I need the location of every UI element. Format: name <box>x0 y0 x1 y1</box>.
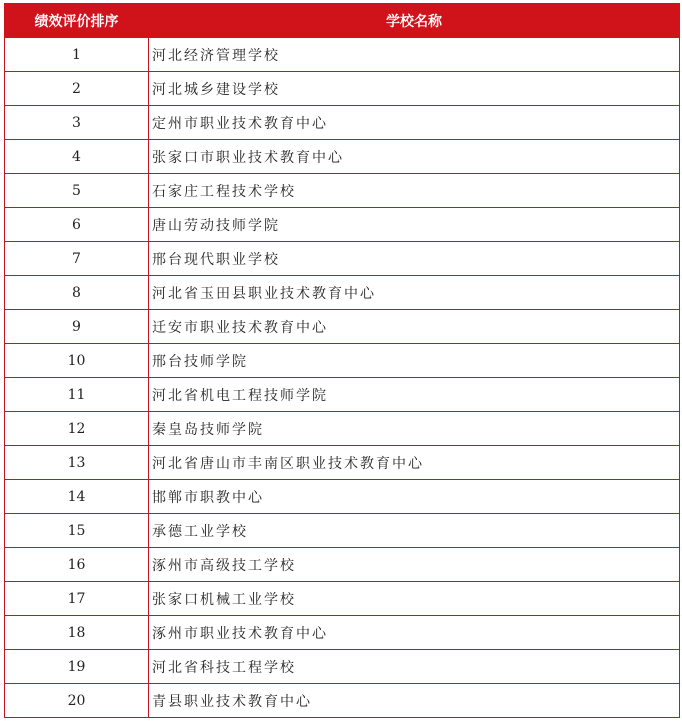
rank-cell: 4 <box>5 140 149 174</box>
table-row <box>5 276 680 310</box>
table-row <box>5 106 680 140</box>
rank-cell: 6 <box>5 208 149 242</box>
rank-cell: 17 <box>5 582 149 616</box>
rank-cell: 19 <box>5 650 149 684</box>
school-name-cell: 定州市职业技术教育中心 <box>149 106 680 140</box>
school-name-cell: 涿州市职业技术教育中心 <box>149 616 680 650</box>
rank-cell: 9 <box>5 310 149 344</box>
header-school-name: 学校名称 <box>149 4 680 38</box>
rank-cell: 5 <box>5 174 149 208</box>
school-name-cell: 河北省机电工程技师学院 <box>149 378 680 412</box>
table-row <box>5 310 680 344</box>
table-body <box>5 38 680 718</box>
table-row <box>5 582 680 616</box>
table-row <box>5 242 680 276</box>
ranking-table <box>4 3 680 718</box>
table-row <box>5 38 680 72</box>
rank-cell: 7 <box>5 242 149 276</box>
table-row <box>5 72 680 106</box>
rank-cell: 16 <box>5 548 149 582</box>
table-row <box>5 344 680 378</box>
rank-cell: 15 <box>5 514 149 548</box>
table-row <box>5 174 680 208</box>
rank-cell: 1 <box>5 38 149 72</box>
rank-cell: 18 <box>5 616 149 650</box>
table-row <box>5 412 680 446</box>
school-name-cell: 张家口机械工业学校 <box>149 582 680 616</box>
table-row <box>5 140 680 174</box>
school-name-cell: 迁安市职业技术教育中心 <box>149 310 680 344</box>
school-name-cell: 石家庄工程技术学校 <box>149 174 680 208</box>
rank-cell: 20 <box>5 684 149 718</box>
rank-cell: 8 <box>5 276 149 310</box>
school-name-cell: 唐山劳动技师学院 <box>149 208 680 242</box>
school-name-cell: 邯郸市职教中心 <box>149 480 680 514</box>
table-header <box>5 4 680 38</box>
table-row <box>5 480 680 514</box>
rank-cell: 13 <box>5 446 149 480</box>
table-row <box>5 650 680 684</box>
rank-cell: 10 <box>5 344 149 378</box>
school-name-cell: 河北省玉田县职业技术教育中心 <box>149 276 680 310</box>
school-name-cell: 河北省科技工程学校 <box>149 650 680 684</box>
header-rank: 绩效评价排序 <box>5 4 149 38</box>
rank-cell: 12 <box>5 412 149 446</box>
rank-cell: 3 <box>5 106 149 140</box>
rank-cell: 11 <box>5 378 149 412</box>
table-row <box>5 208 680 242</box>
school-name-cell: 秦皇岛技师学院 <box>149 412 680 446</box>
rank-cell: 14 <box>5 480 149 514</box>
table-row <box>5 616 680 650</box>
school-name-cell: 邢台技师学院 <box>149 344 680 378</box>
rank-cell: 2 <box>5 72 149 106</box>
school-name-cell: 青县职业技术教育中心 <box>149 684 680 718</box>
school-name-cell: 涿州市高级技工学校 <box>149 548 680 582</box>
table-row <box>5 514 680 548</box>
header-row <box>5 4 680 38</box>
table-row <box>5 684 680 718</box>
school-name-cell: 承德工业学校 <box>149 514 680 548</box>
school-name-cell: 河北经济管理学校 <box>149 38 680 72</box>
school-name-cell: 河北城乡建设学校 <box>149 72 680 106</box>
school-name-cell: 河北省唐山市丰南区职业技术教育中心 <box>149 446 680 480</box>
table-row <box>5 548 680 582</box>
table-row <box>5 446 680 480</box>
school-name-cell: 张家口市职业技术教育中心 <box>149 140 680 174</box>
table-row <box>5 378 680 412</box>
school-name-cell: 邢台现代职业学校 <box>149 242 680 276</box>
